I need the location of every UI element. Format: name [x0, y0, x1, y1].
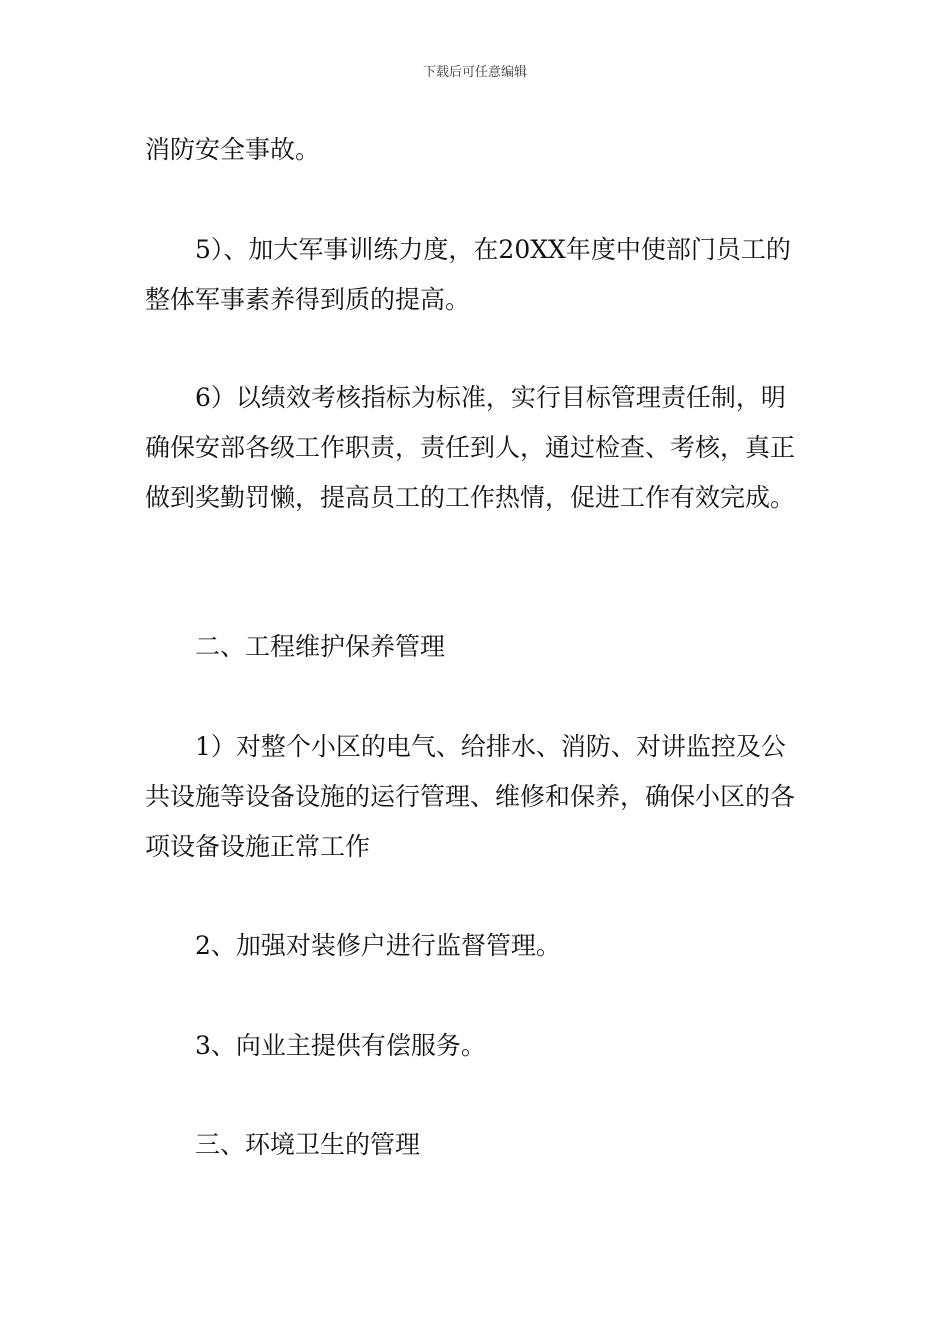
section-heading-engineering: 二、工程维护保养管理	[195, 632, 446, 661]
paragraph-military-training: 5）、加大军事训练力度，在20XX年度中使部门员工的整体军事素养得到质的提高。	[145, 235, 791, 314]
paragraph-renovation-supervision: 2、加强对装修户进行监督管理。	[195, 931, 561, 960]
paragraph-performance-assessment: 6）以绩效考核指标为标准，实行目标管理责任制，明确保安部各级工作职责，责任到人，通过检查、考核，真正做到奖勤罚懒，提高员工的工作热情，促进工作有效完成。	[145, 383, 796, 512]
page-header: 下载后可任意编辑	[422, 65, 527, 80]
paragraph-facility-maintenance: 1）对整个小区的电气、给排水、消防、对讲监控及公共设施等设备设施的运行管理、维修和保养，确保小区的各项设备设施正常工作	[145, 732, 796, 861]
paragraph-paid-services: 3、向业主提供有偿服务。	[195, 1031, 486, 1060]
paragraph-fire-safety-end: 消防安全事故。	[145, 135, 321, 164]
section-heading-sanitation: 三、环境卫生的管理	[195, 1130, 421, 1159]
